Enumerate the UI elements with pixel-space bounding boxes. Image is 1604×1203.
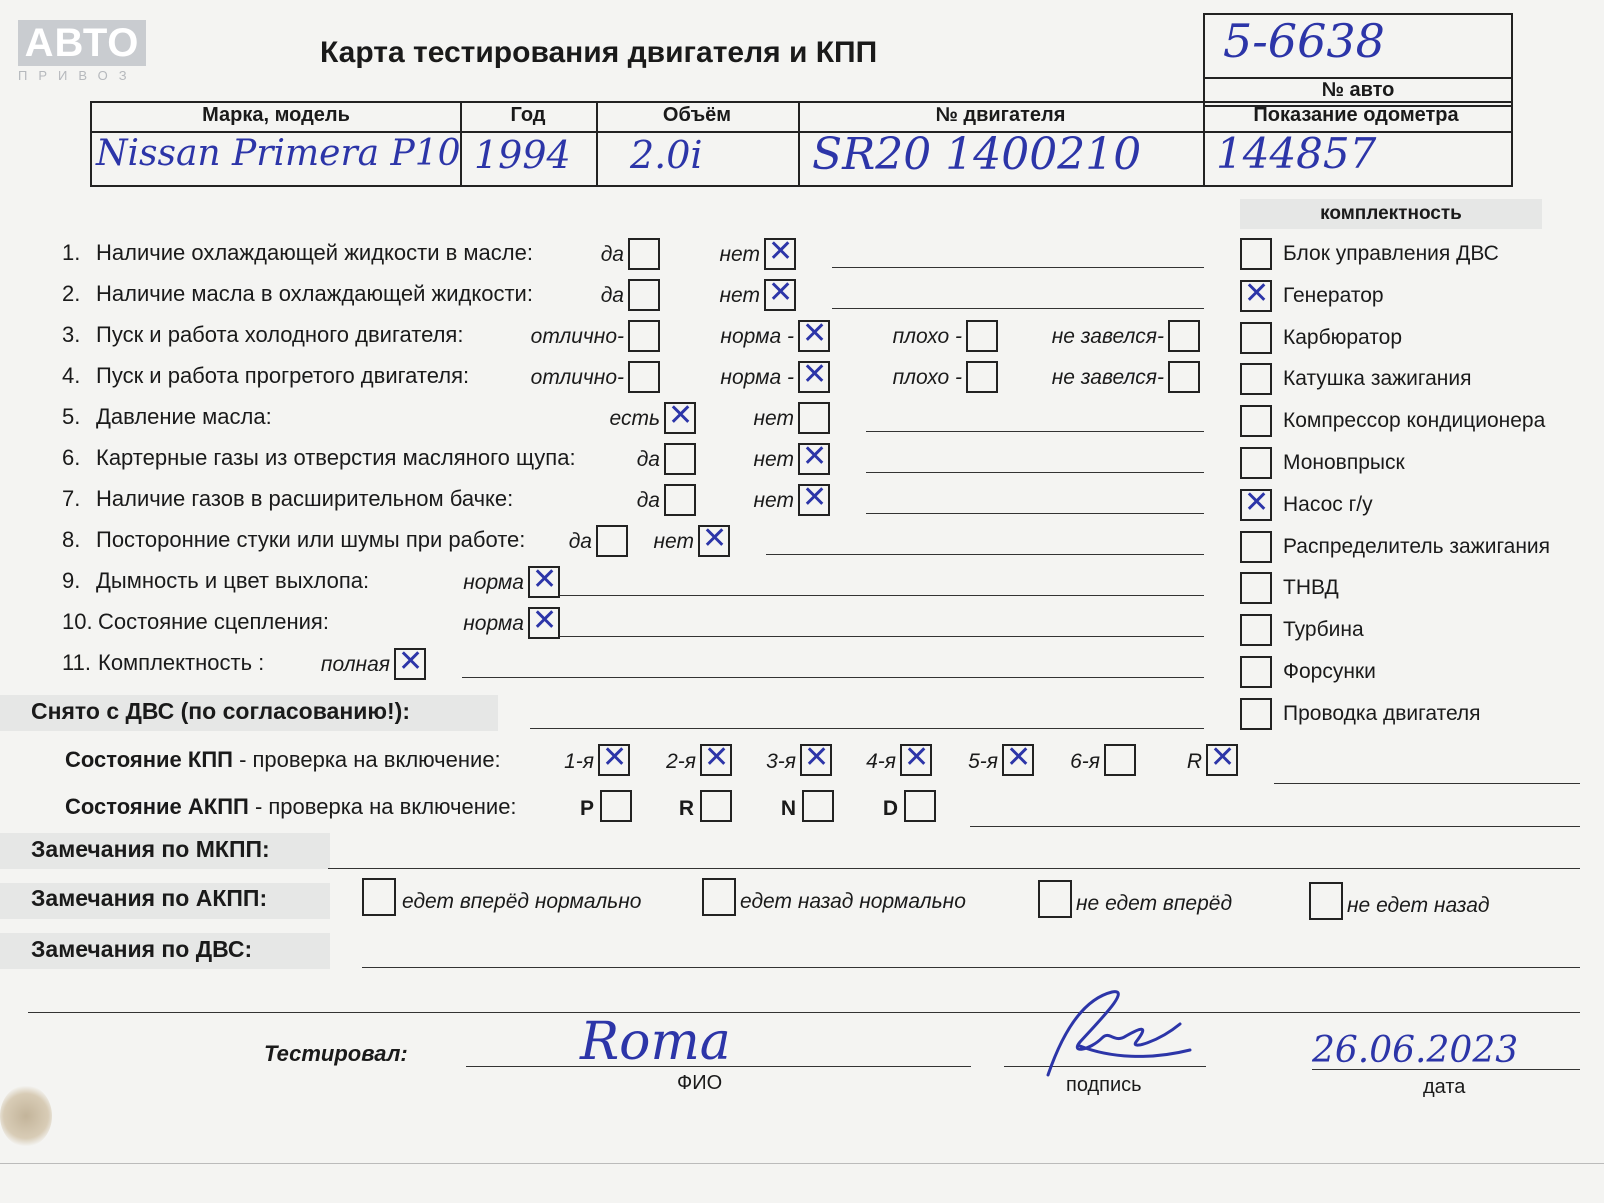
kit-item-label: Насос г/у [1283,492,1373,516]
check-option-checkbox[interactable] [764,279,796,311]
header-col-model: Марка, модель [202,104,350,126]
kpp-label-bold: Состояние КПП [65,747,233,772]
akpp-line [970,826,1580,827]
check-label: Посторонние стуки или шумы при работе: [96,527,526,552]
check-number: 2. [62,281,81,306]
header-col-odometer: Показание одометра [1253,104,1459,126]
kit-item-label: ТНВД [1283,576,1339,600]
check-label: Состояние сцепления: [98,609,329,634]
kit-item-label: Распределитель зажигания [1283,534,1551,558]
vehicle-number-label: № авто [1321,79,1395,101]
check-remark-line [866,472,1204,473]
check-option-checkbox[interactable] [966,361,998,393]
check-option-checkbox[interactable] [664,443,696,475]
check-number: 4. [62,363,81,388]
paper-stain [0,1085,52,1147]
check-option-checkbox[interactable] [798,361,830,393]
kit-checkbox[interactable] [1240,447,1272,479]
dvs-remarks-line-1 [362,967,1580,968]
check-label: Наличие газов в расширительном бачке: [96,486,514,511]
kit-checkbox[interactable] [1240,405,1272,437]
kpp-gear-checkbox[interactable] [1104,744,1136,776]
header-value-year: 1994 [474,133,571,177]
check-option-checkbox[interactable] [628,238,660,270]
akpp-remark-option-3: не едет вперёд [1076,892,1233,915]
kit-item-label: Блок управления ДВС [1283,242,1499,265]
check-remark-line [832,308,1204,309]
check-option-checkbox[interactable] [798,484,830,516]
kpp-label-rest: - проверка на включение: [232,747,501,772]
kpp-gear-label: 2-я [666,750,696,773]
kpp-gear-checkbox[interactable] [700,744,732,776]
kit-item-label: Проводка двигателя [1283,701,1481,725]
check-number: 11. [62,650,91,675]
check-option-label: нет [753,407,794,430]
page-edge [0,1163,1604,1164]
kit-item-label: Моновпрыск [1283,451,1405,474]
akpp-mode-label: D [882,797,898,820]
check-label: Пуск и работа прогретого двигателя: [96,363,470,388]
akpp-remark-option-1: едет вперёд нормально [402,890,642,913]
dvs-remarks-label: Замечания по ДВС: [31,936,253,962]
kpp-gear-label: 3-я [766,750,796,773]
kpp-gear-checkbox[interactable] [800,744,832,776]
akpp-mode-checkbox[interactable] [904,790,936,822]
kit-item-label: Турбина [1283,618,1364,642]
kit-item-label: Катушка зажигания [1283,367,1472,391]
mkpp-remarks-label: Замечания по МКПП: [31,836,270,862]
check-option-label: есть [609,407,660,430]
check-option-checkbox[interactable] [596,525,628,557]
kit-checkbox[interactable] [1240,572,1272,604]
kit-checkbox[interactable] [1240,531,1272,563]
check-label: Комплектность : [98,650,265,675]
check-number: 9. [62,568,81,593]
kpp-label [65,747,501,773]
kpp-gear-label: 5-я [968,750,998,773]
check-number: 6. [62,445,81,470]
header-value-volume: 2.0i [630,133,703,177]
check-label: Картерные газы из отверстия масляного щупа: [96,445,576,470]
check-option-checkbox[interactable] [798,320,830,352]
kpp-line [1274,783,1580,784]
check-option-label: плохо - [892,325,962,348]
akpp-label-bold: Состояние АКПП [65,794,249,819]
mkpp-remarks-line [328,868,1580,869]
header-table [90,101,1513,187]
kpp-gear-checkbox[interactable] [1206,744,1238,776]
check-remark-line [462,677,1204,678]
header-col-year: Год [510,104,546,126]
check-number: 7. [62,486,81,511]
kpp-gear-checkbox[interactable] [900,744,932,776]
check-option-checkbox[interactable] [528,566,560,598]
kit-checkbox[interactable] [1240,489,1272,521]
removed-line [530,728,1204,729]
check-label: Дымность и цвет выхлопа: [96,568,370,593]
check-label: Наличие охлаждающей жидкости в масле: [96,240,533,265]
dvs-remarks-line-2 [28,1012,1580,1013]
header-col-volume: Объём [662,104,732,126]
akpp-label-rest: - проверка на включение: [248,794,517,819]
check-option-checkbox[interactable] [628,320,660,352]
akpp-remarks-label: Замечания по АКПП: [31,885,268,911]
check-remark-line [560,636,1204,637]
check-number: 10. [62,609,93,634]
kit-checkbox[interactable] [1240,698,1272,730]
check-option-label: да [600,243,624,266]
kit-checkbox[interactable] [1240,614,1272,646]
tested-label: Тестировал: [264,1041,408,1066]
check-label: Пуск и работа холодного двигателя: [96,322,464,347]
check-option-checkbox[interactable] [528,607,560,639]
akpp-mode-checkbox[interactable] [802,790,834,822]
kpp-gear-label: R [1186,750,1202,773]
check-option-label: да [636,448,660,471]
kit-item-label: Генератор [1283,283,1384,307]
check-option-checkbox[interactable] [664,402,696,434]
akpp-mode-label: R [678,797,694,820]
kpp-gear-checkbox[interactable] [598,744,630,776]
logo [18,20,146,83]
check-option-checkbox[interactable] [664,484,696,516]
check-remark-line [866,513,1204,514]
kpp-gear-label: 4-я [866,750,896,773]
check-remark-line [866,431,1204,432]
check-option-label: не завелся- [1051,325,1164,348]
vehicle-number-value: 5-6638 [1223,14,1385,68]
check-number: 1. [62,240,81,265]
kit-item-label: Форсунки [1283,660,1376,683]
akpp-remark-checkbox-1[interactable] [362,878,396,916]
kit-checkbox[interactable] [1240,280,1272,312]
check-number: 5. [62,404,81,429]
kpp-gear-checkbox[interactable] [1002,744,1034,776]
kit-checkbox[interactable] [1240,322,1272,354]
header-value-model: Nissan Primera P10 [96,133,461,174]
check-option-label: нет [753,489,794,512]
check-option-label: не завелся- [1051,366,1164,389]
check-option-checkbox[interactable] [628,279,660,311]
check-option-checkbox[interactable] [394,648,426,680]
akpp-mode-label: N [780,797,796,820]
check-option-label: полная [320,653,390,676]
kit-item-label: Карбюратор [1283,325,1403,349]
akpp-remark-checkbox-4[interactable] [1309,882,1343,920]
check-number: 3. [62,322,81,347]
check-option-checkbox[interactable] [1168,320,1200,352]
test-date: 26.06.2023 [1312,1030,1519,1071]
kit-checkbox[interactable] [1240,656,1272,688]
check-remark-line [832,267,1204,268]
tester-name: Roma [580,1012,731,1072]
check-option-label: да [568,530,592,553]
kpp-gear-label: 1-я [564,750,594,773]
check-option-label: да [600,284,624,307]
akpp-remark-checkbox-3[interactable] [1038,880,1072,918]
check-option-label: да [636,489,660,512]
check-option-label: нет [753,448,794,471]
check-option-label: нет [719,284,760,307]
check-remark-line [766,554,1204,555]
name-caption: ФИО [677,1072,723,1094]
check-option-label: плохо - [892,366,962,389]
akpp-mode-checkbox[interactable] [700,790,732,822]
check-option-checkbox[interactable] [798,402,830,434]
check-option-label: норма - [720,325,794,348]
check-option-checkbox[interactable] [798,443,830,475]
check-option-label: отлично- [530,366,624,389]
signature-caption: подпись [1066,1074,1142,1096]
akpp-mode-checkbox[interactable] [600,790,632,822]
check-option-label: норма [463,612,524,635]
check-option-label: норма - [720,366,794,389]
check-number: 8. [62,527,81,552]
header-value-odometer: 144857 [1216,129,1377,178]
check-option-label: норма [463,571,524,594]
kit-item-label: Компрессор кондиционера [1283,409,1546,433]
check-option-label: нет [719,243,760,266]
akpp-label [65,794,517,820]
akpp-remark-option-2: едет назад нормально [740,890,966,913]
akpp-mode-label: P [579,797,594,820]
kit-title: комплектность [1240,199,1542,229]
akpp-remark-checkbox-2[interactable] [702,878,736,916]
akpp-remark-option-4: не едет назад [1347,894,1490,917]
check-label: Давление масла: [96,404,272,429]
check-option-checkbox[interactable] [764,238,796,270]
logo-sub: ПРИВОЗ [18,68,138,83]
header-value-engine-no: SR20 1400210 [812,129,1142,180]
kpp-gear-label: 6-я [1070,750,1100,773]
check-label: Наличие масла в охлаждающей жидкости: [96,281,533,306]
document-title: Карта тестирования двигателя и КПП [320,36,878,69]
check-option-checkbox[interactable] [628,361,660,393]
header-col-engine-no: № двигателя [935,104,1066,126]
kit-checkbox[interactable] [1240,238,1272,270]
check-option-label: отлично- [530,325,624,348]
removed-label: Снято с ДВС (по согласованию!): [31,698,410,724]
kit-checkbox[interactable] [1240,363,1272,395]
check-option-checkbox[interactable] [966,320,998,352]
check-option-checkbox[interactable] [1168,361,1200,393]
logo-main: АВТО [18,20,146,66]
check-option-label: нет [653,530,694,553]
check-remark-line [560,595,1204,596]
date-caption: дата [1423,1076,1466,1098]
check-option-checkbox[interactable] [698,525,730,557]
